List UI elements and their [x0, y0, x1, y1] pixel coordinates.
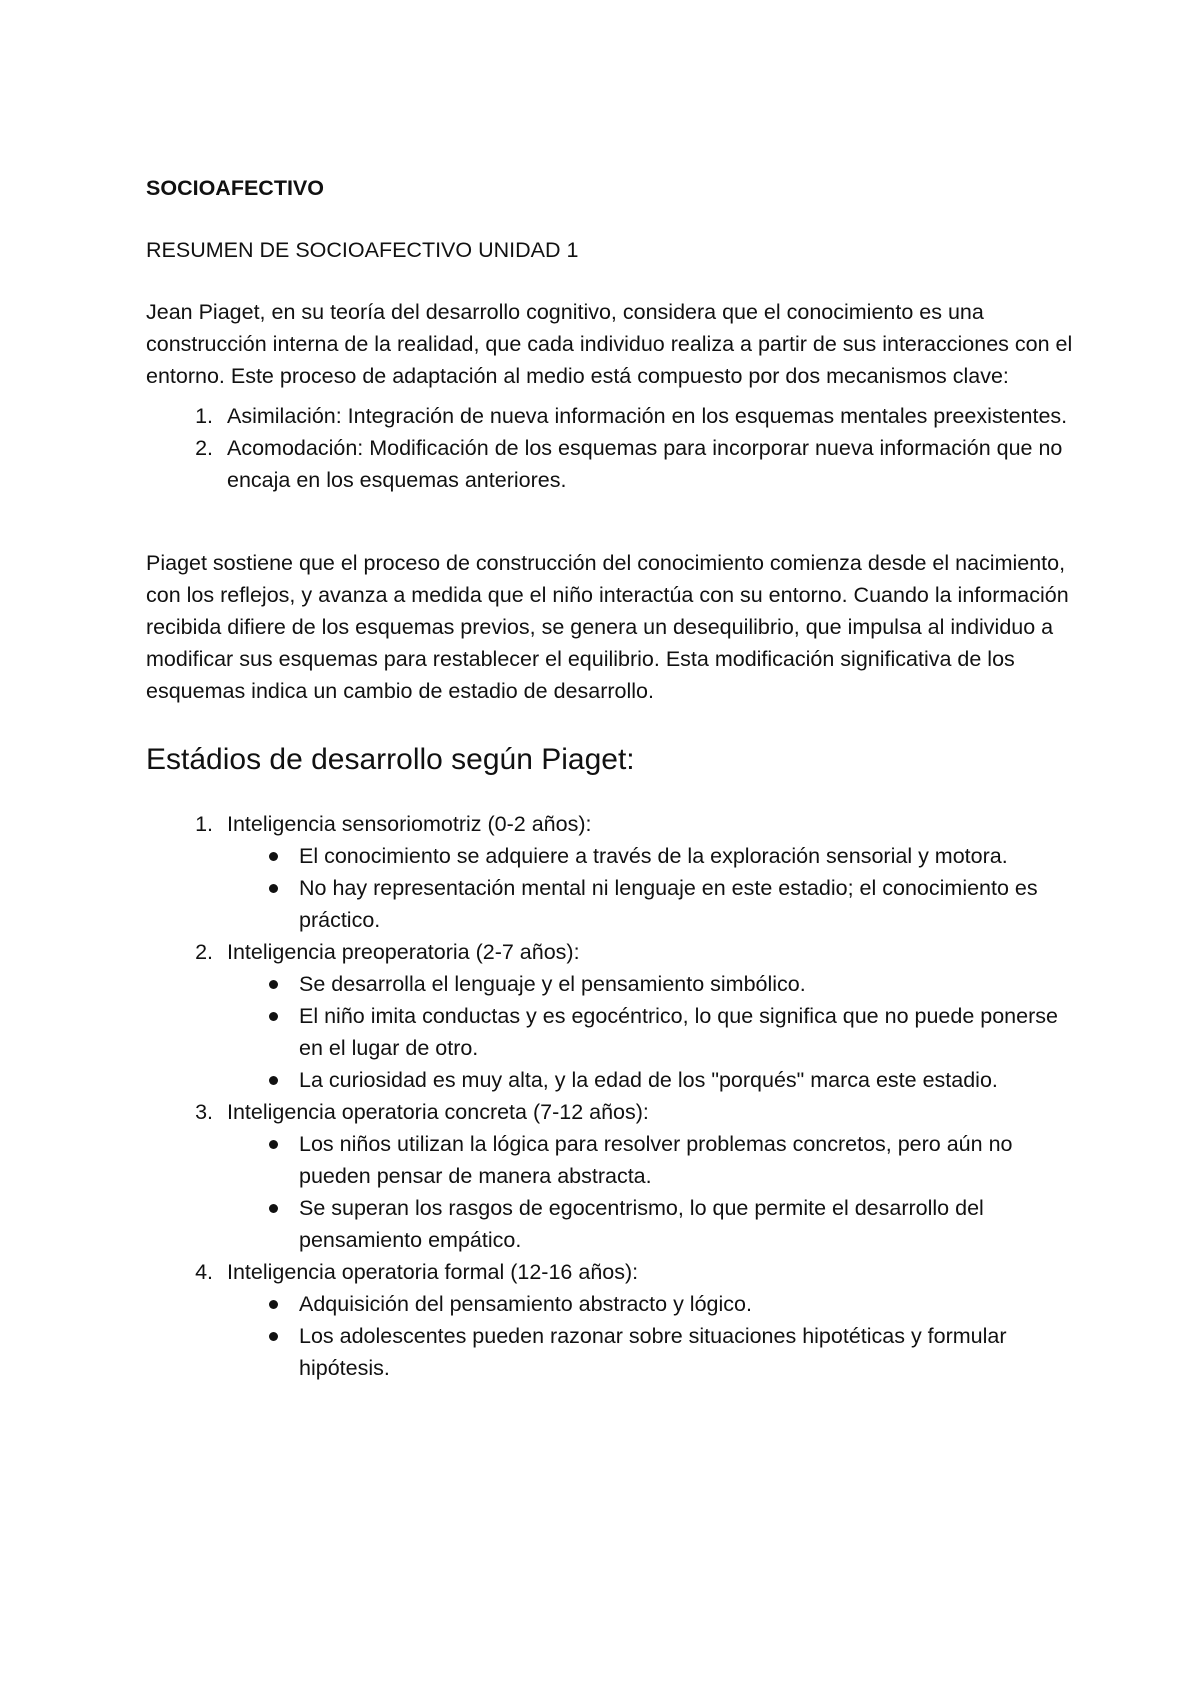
point-text: No hay representación mental ni lenguaje en este estadio; el conocimiento es práctico.: [299, 876, 1038, 932]
point-text: La curiosidad es muy alta, y la edad de los "porqués" marca este estadio.: [299, 1068, 998, 1092]
list-item: [299, 1128, 1076, 1192]
list-item-acomodacion: 2. Acomodación: Modificación de los esquemas para incorporar nueva información que no encaja en los esquemas anteriores.: [219, 432, 1076, 496]
stage-points: [227, 840, 1076, 936]
intro-paragraph: Jean Piaget, en su teoría del desarrollo cognitivo, considera que el conocimiento es una construcción interna de la realidad, que cada individuo realiza a partir de sus interacciones con el entorno. Este proceso de adaptación al medio está compuesto por dos mecanismos clave:: [146, 300, 1073, 388]
stage-points: [227, 1288, 1076, 1384]
point-text: Adquisición del pensamiento abstracto y lógico.: [299, 1292, 752, 1316]
point-text: Se superan los rasgos de egocentrismo, lo que permite el desarrollo del pensamiento empático.: [299, 1196, 984, 1252]
document-title: SOCIOAFECTIVO: [146, 176, 324, 200]
list-item: [299, 968, 1076, 1000]
list-item: [299, 1192, 1076, 1256]
point-text: Los niños utilizan la lógica para resolver problemas concretos, pero aún no pueden pensar de manera abstracta.: [299, 1132, 1013, 1188]
bullet-icon: [269, 980, 278, 989]
list-item: [299, 1064, 1076, 1096]
stage-label: Inteligencia operatoria formal (12-16 años):: [227, 1260, 639, 1284]
bullet-icon: [269, 1012, 278, 1021]
stage-item-operatoria-formal: [219, 1256, 1076, 1384]
list-item-asimilacion: 1. Asimilación: Integración de nueva información en los esquemas mentales preexistentes.: [219, 400, 1076, 432]
stages-list: [146, 808, 1076, 1384]
list-item: [299, 1000, 1076, 1064]
bullet-icon: [269, 1076, 278, 1085]
stage-label: Inteligencia operatoria concreta (7-12 años):: [227, 1100, 649, 1124]
second-paragraph: Piaget sostiene que el proceso de construcción del conocimiento comienza desde el nacimiento, con los reflejos, y avanza a medida que el niño interactúa con su entorno. Cuando la información recibida difiere de los esquemas previos, se genera un desequilibrio, que impulsa al individuo a modificar sus esquemas para restablecer el equilibrio. Esta modificación significativa de los esquemas indica un cambio de estadio de desarrollo.: [146, 551, 1069, 703]
bullet-icon: [269, 852, 278, 861]
stage-item-preoperatoria: [219, 936, 1076, 1096]
document-subtitle: RESUMEN DE SOCIOAFECTIVO UNIDAD 1: [146, 238, 579, 262]
point-text: El niño imita conductas y es egocéntrico, lo que significa que no puede ponerse en el lugar de otro.: [299, 1004, 1058, 1060]
list-item: [299, 1288, 1076, 1320]
stage-points: [227, 968, 1076, 1096]
bullet-icon: [269, 1332, 278, 1341]
stage-item-operatoria-concreta: [219, 1096, 1076, 1256]
bullet-icon: [269, 1300, 278, 1309]
bullet-icon: [269, 1140, 278, 1149]
bullet-icon: [269, 1204, 278, 1213]
list-item: [299, 840, 1076, 872]
point-text: Se desarrolla el lenguaje y el pensamiento simbólico.: [299, 972, 806, 996]
stage-label: Inteligencia sensoriomotriz (0-2 años):: [227, 812, 592, 836]
document-page: [146, 172, 1076, 1384]
bullet-icon: [269, 884, 278, 893]
stage-points: [227, 1128, 1076, 1256]
point-text: Los adolescentes pueden razonar sobre situaciones hipotéticas y formular hipótesis.: [299, 1324, 1007, 1380]
list-item: [299, 1320, 1076, 1384]
point-text: El conocimiento se adquiere a través de la exploración sensorial y motora.: [299, 844, 1008, 868]
stage-label: Inteligencia preoperatoria (2-7 años):: [227, 940, 580, 964]
mechanisms-list: [146, 400, 1076, 496]
section-heading: Estádios de desarrollo según Piaget:: [146, 743, 635, 776]
list-item: [299, 872, 1076, 936]
stage-item-sensoriomotriz: [219, 808, 1076, 936]
